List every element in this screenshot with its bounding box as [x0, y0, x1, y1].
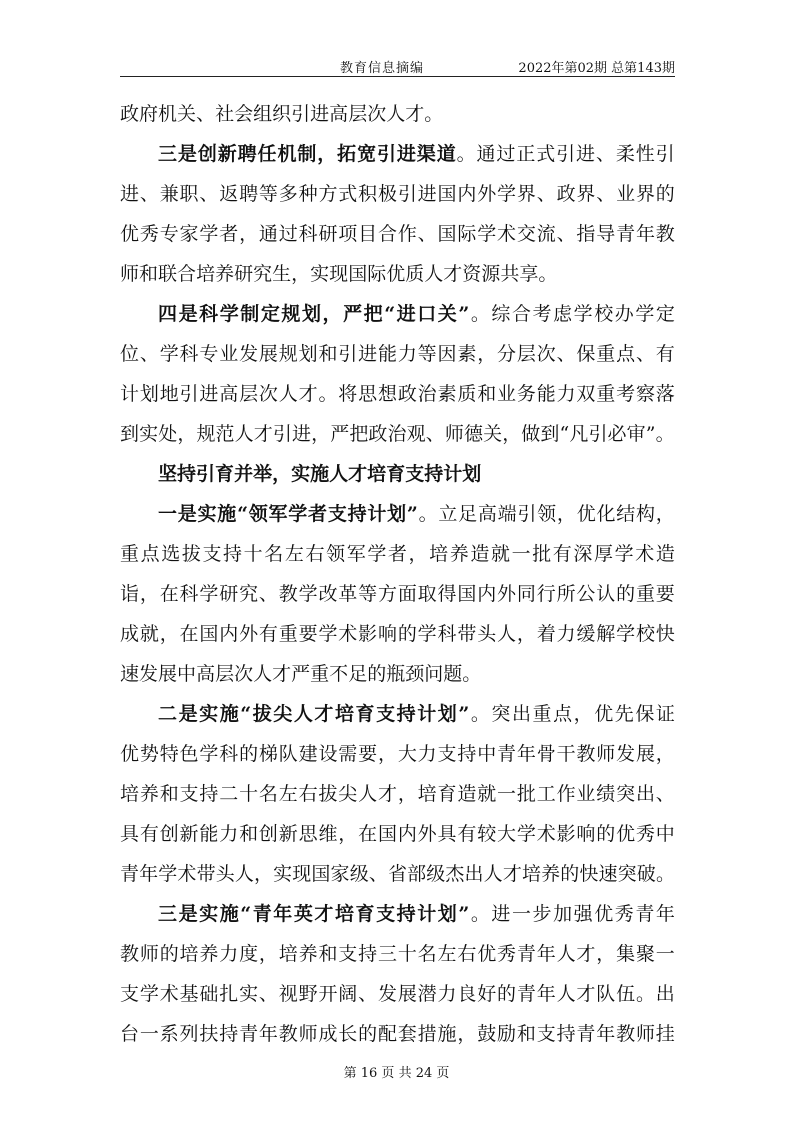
text-line: 一 是 实 施 “ 领 军 学 者 支 持 计 划 ” 。 立 足 高 端 引 领 ， 优 化 结 构 ，: [158, 503, 675, 525]
publication-title: 教育信息摘编: [340, 61, 425, 76]
text-line: 成 就 ， 在 国 内 外 有 重 要 学 术 影 响 的 学 科 带 头 人 ， 着 力 缓 解 学 校 快: [120, 623, 675, 645]
text-line: 培 养 和 支 持 二 十 名 左 右 拔 尖 人 才 ， 培 育 造 就 一 批 工 作 业 绩 突 出 、: [120, 783, 675, 805]
text-line: 优 秀 专 家 学 者 ， 通 过 科 研 项 目 合 作 、 国 际 学 术 交 流 、 指 导 青 年 教: [120, 223, 675, 245]
text-line: 位 、 学 科 专 业 发 展 规 划 和 引 进 能 力 等 因 素 ， 分 层 次 、 保 重 点 、 有: [120, 343, 675, 365]
text-line: 具 有 创 新 能 力 和 创 新 思 维 ， 在 国 内 外 具 有 较 大 学 术 影 响 的 优 秀 中: [120, 823, 675, 845]
document-body: [120, 94, 675, 1054]
text-line: 优 势 特 色 学 科 的 梯 队 建 设 需 要 ， 大 力 支 持 中 青 年 骨 干 教 师 发 展 ，: [120, 743, 675, 765]
text-line: 教 师 的 培 养 力 度 ， 培 养 和 支 持 三 十 名 左 右 优 秀 青 年 人 才 ， 集 聚 一: [120, 943, 675, 965]
text-line: 重 点 选 拔 支 持 十 名 左 右 领 军 学 者 ， 培 养 造 就 一 批 有 深 厚 学 术 造: [120, 543, 675, 565]
running-header: [120, 54, 675, 77]
text-line: 到 实 处 ， 规 范 人 才 引 进 ， 严 把 政 治 观 、 师 德 关 ， 做 到 “ 凡 引 必 审 ” 。: [120, 423, 675, 445]
text-line: 青 年 学 术 带 头 人 ， 实 现 国 家 级 、 省 部 级 杰 出 人 才 培 养 的 快 速 突 破 。: [120, 863, 675, 885]
text-line: 四 是 科 学 制 定 规 划 ， 严 把 “ 进 口 关 ” 。 综 合 考 虑 学 校 办 学 定: [158, 303, 675, 325]
text-line: 坚 持 引 育 并 举 ， 实 施 人 才 培 育 支 持 计 划: [158, 463, 482, 485]
text-line: 台 一 系 列 扶 持 青 年 教 师 成 长 的 配 套 措 施 ， 鼓 励 和 支 持 青 年 教 师 挂: [120, 1023, 675, 1045]
text-line: 二 是 实 施 “ 拔 尖 人 才 培 育 支 持 计 划 ” 。 突 出 重 点 ， 优 先 保 证: [158, 703, 675, 725]
text-line: 三 是 实 施 “ 青 年 英 才 培 育 支 持 计 划 ” 。 进 一 步 加 强 优 秀 青 年: [158, 903, 675, 925]
text-line: 进 、 兼 职 、 返 聘 等 多 种 方 式 积 极 引 进 国 内 外 学 界 、 政 界 、 业 界 的: [120, 183, 675, 205]
text-line: 速 发 展 中 高 层 次 人 才 严 重 不 足 的 瓶 颈 问 题 。: [120, 663, 482, 685]
text-line: 诣 ， 在 科 学 研 究 、 教 学 改 革 等 方 面 取 得 国 内 外 同 行 所 公 认 的 重 要: [120, 583, 675, 605]
page-footer: [0, 1062, 793, 1081]
text-line: 支 学 术 基 础 扎 实 、 视 野 开 阔 、 发 展 潜 力 良 好 的 青 年 人 才 队 伍 。 出: [120, 983, 675, 1005]
issue-number: 2022年第02期 总第143期: [518, 61, 675, 76]
page-number: 第 16 页 共 24 页: [343, 1066, 450, 1081]
text-line: 三 是 创 新 聘 任 机 制 ， 拓 宽 引 进 渠 道 。 通 过 正 式 引 进 、 柔 性 引: [158, 143, 675, 165]
text-line: 师 和 联 合 培 养 研 究 生 ， 实 现 国 际 优 质 人 才 资 源 共 享 。: [120, 263, 558, 285]
text-line: 计 划 地 引 进 高 层 次 人 才 。 将 思 想 政 治 素 质 和 业 务 能 力 双 重 考 察 落: [120, 383, 675, 405]
text-line: 政 府 机 关 、 社 会 组 织 引 进 高 层 次 人 才 。: [120, 103, 444, 125]
